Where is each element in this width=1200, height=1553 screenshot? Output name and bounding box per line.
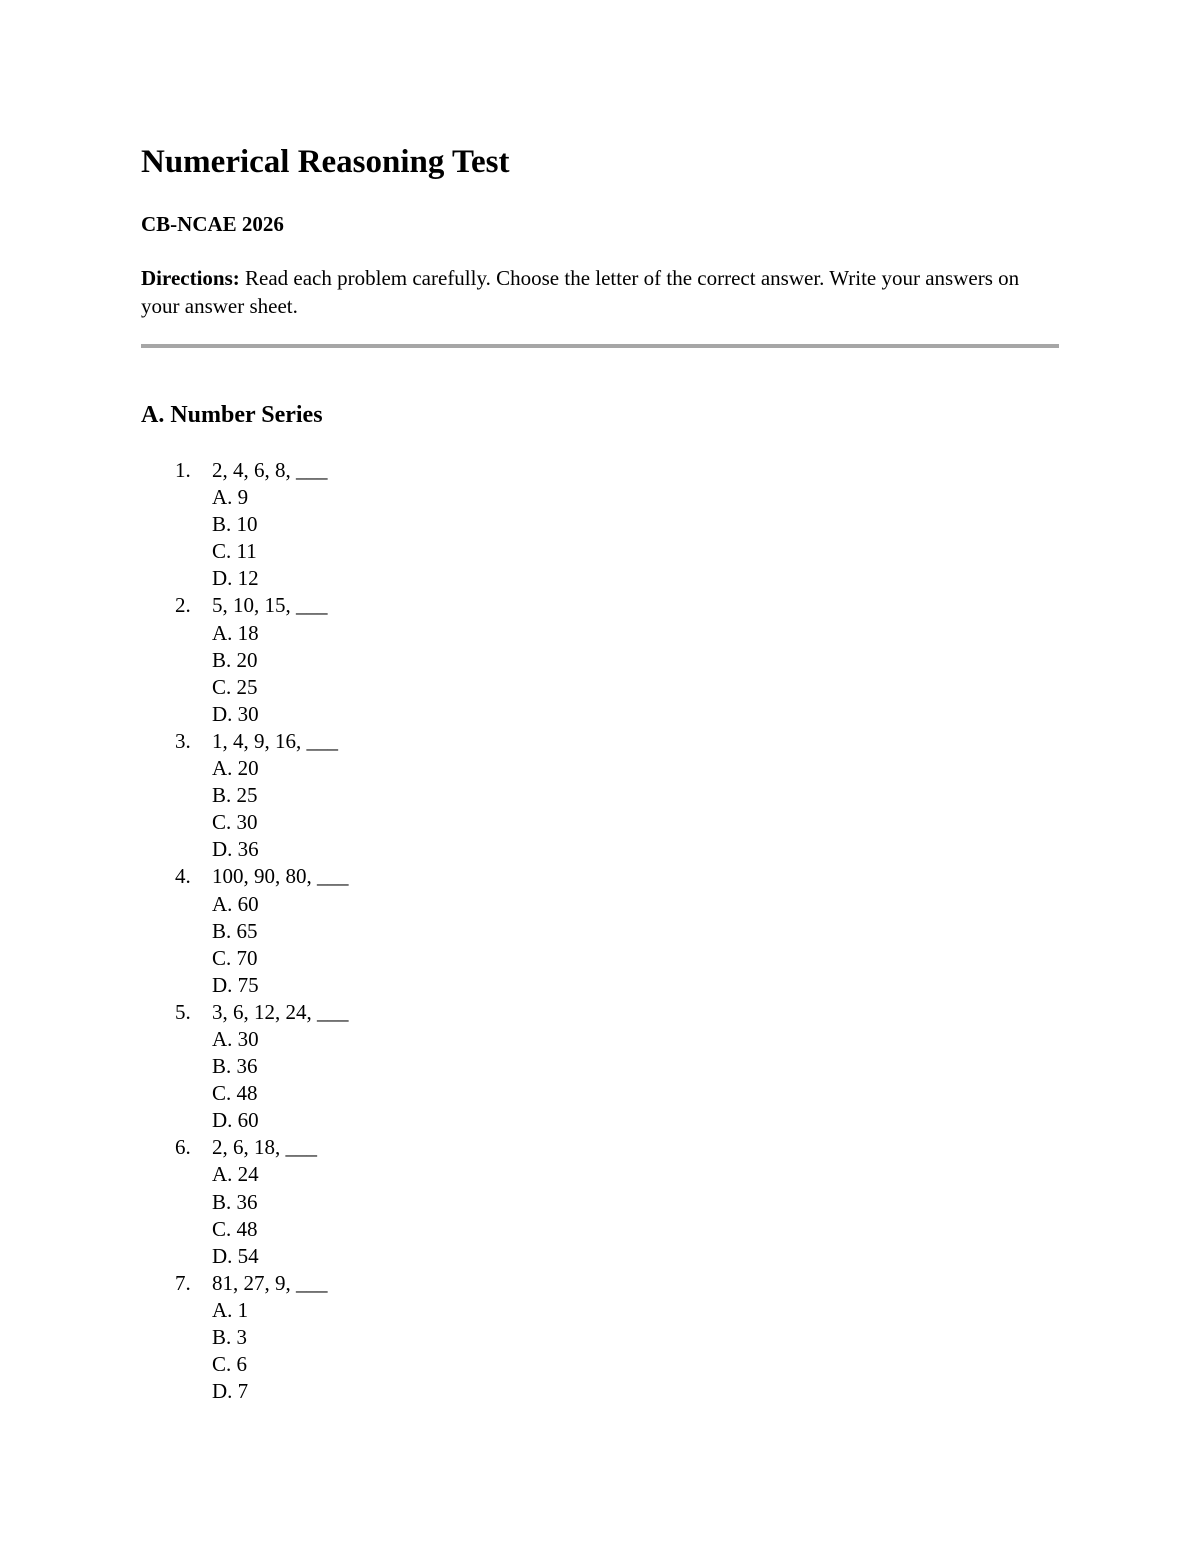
choice-text: D. 12 [212,566,259,591]
question-number: 5. [175,999,191,1024]
choice-text: A. 60 [212,891,259,916]
choice-text: D. 54 [212,1243,259,1268]
choice-text: D. 75 [212,972,259,997]
choice-text: C. 48 [212,1216,258,1241]
exam-code: CB-NCAE 2026 [141,212,284,236]
choice-text: D. 30 [212,701,259,726]
horizontal-divider [141,344,1059,348]
question-text: 2, 4, 6, 8, ___ [212,458,328,482]
question-number: 4. [175,864,191,889]
question-text: 1, 4, 9, 16, ___ [212,728,338,753]
question-number: 6. [175,1135,191,1160]
question-number: 1. [175,458,191,482]
choice-text: B. 3 [212,1325,248,1349]
choice-text: A. 30 [212,1026,259,1051]
choice-text: A. 1 [212,1297,249,1322]
directions-text: Read each problem carefully. Choose the letter of the correct answer. Write your answers on your answer sheet. [141,266,1020,318]
choice-text: B. 36 [212,1054,258,1079]
choice-text: C. 6 [212,1352,248,1377]
question-number: 3. [175,728,191,753]
choice-text: B. 36 [212,1189,258,1214]
question-number: 7. [175,1270,191,1295]
choice-text: C. 25 [212,674,258,699]
choice-text: C. 70 [212,945,258,970]
question-text: 81, 27, 9, ___ [212,1270,328,1295]
choice-text: B. 65 [212,918,258,943]
directions-label: Directions: [141,266,240,290]
choice-text: B. 25 [212,783,258,808]
page-title: Numerical Reasoning Test [141,144,510,180]
directions-paragraph [141,264,1041,320]
choice-text: D. 60 [212,1108,259,1133]
choice-text: A. 18 [212,620,259,645]
question-text: 3, 6, 12, 24, ___ [212,999,349,1024]
choice-text: C. 48 [212,1081,258,1106]
choice-text: B. 20 [212,647,258,672]
question-text: 2, 6, 18, ___ [212,1135,317,1160]
choice-text: A. 9 [212,485,249,510]
section-title: A. Number Series [141,402,323,428]
question-number: 2. [175,593,191,618]
choice-text: D. 36 [212,837,259,862]
choice-text: C. 11 [212,539,257,564]
choice-text: A. 24 [212,1162,259,1187]
choice-text: A. 20 [212,756,259,781]
question-text: 5, 10, 15, ___ [212,593,328,618]
choice-text: C. 30 [212,810,258,835]
choice-text: B. 10 [212,512,258,537]
question-text: 100, 90, 80, ___ [212,864,349,889]
choice-text: D. 7 [212,1379,249,1404]
